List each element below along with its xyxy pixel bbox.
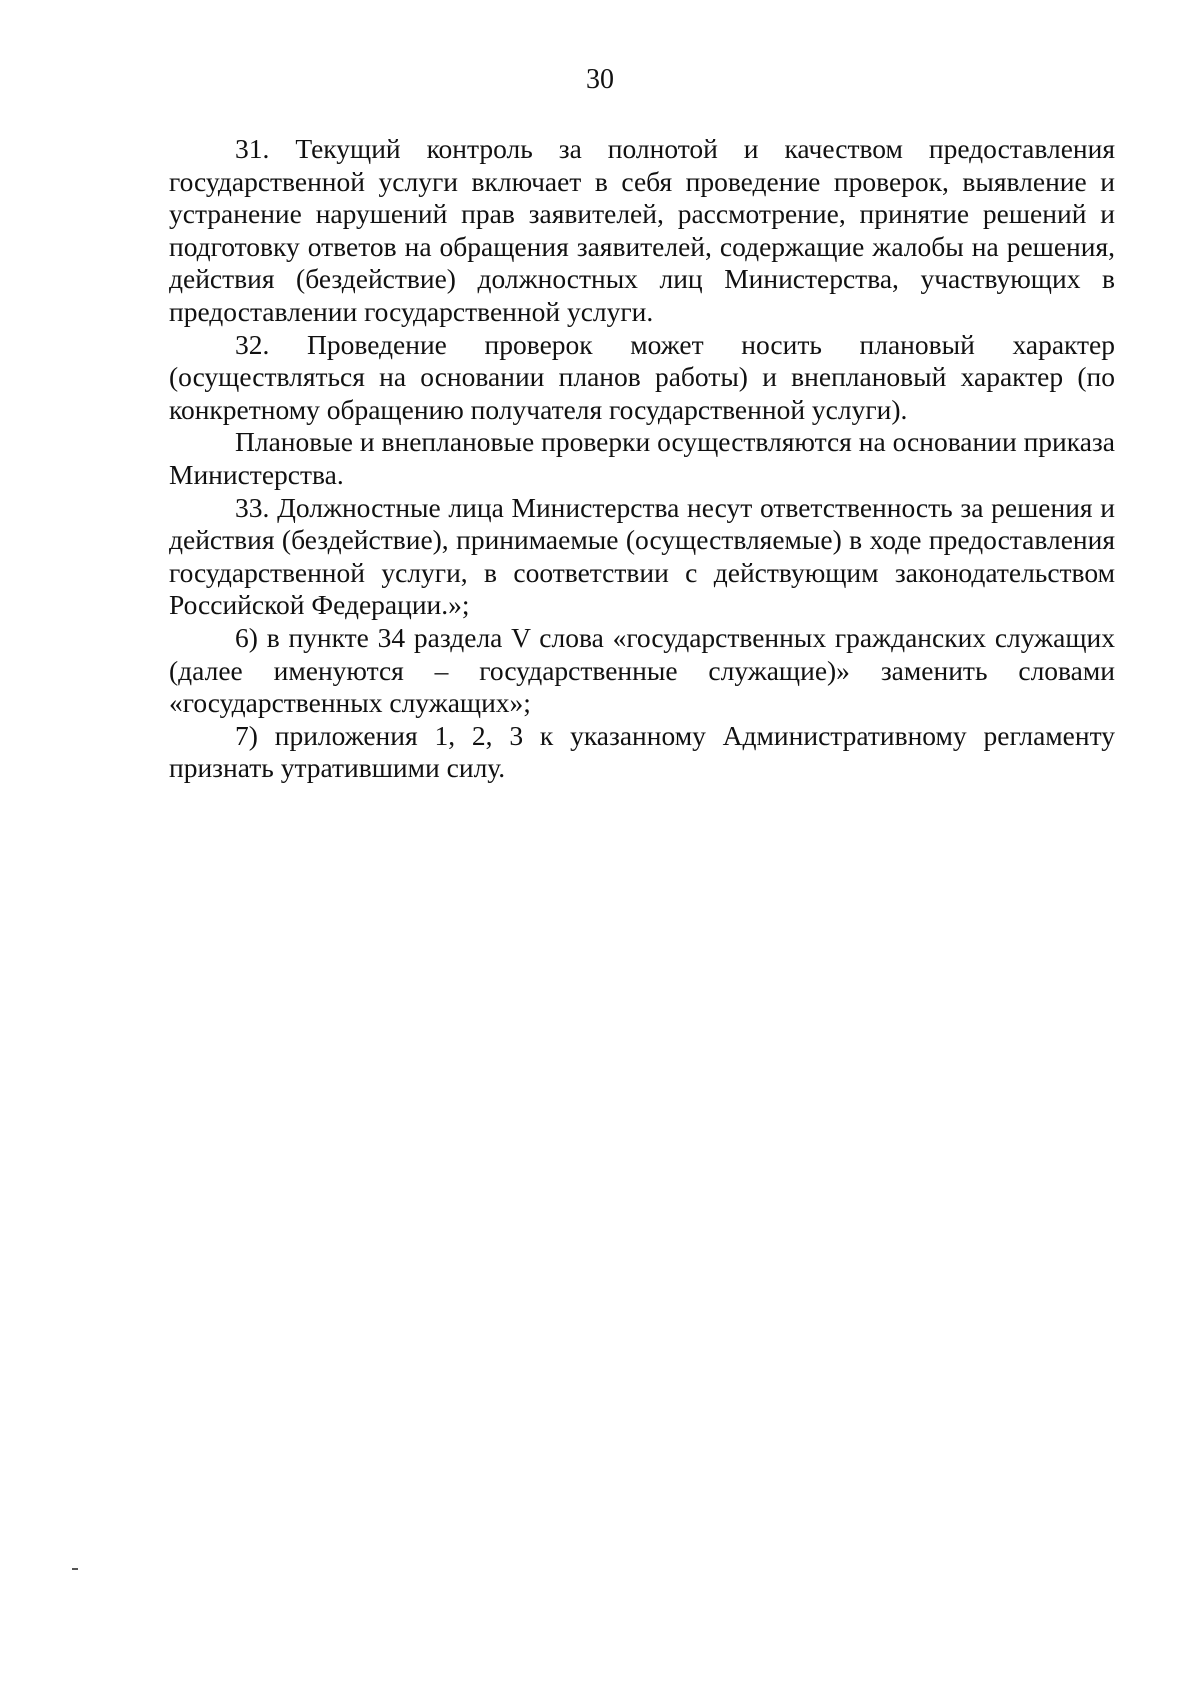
paragraph-item-6: 6) в пункте 34 раздела V слова «государственных гражданских служащих (далее именуются – государственные служащие)» заменить словами «государственных служащих»; (169, 621, 1115, 719)
paragraph-33: 33. Должностные лица Министерства несут ответственность за решения и действия (бездействие), принимаемые (осуществляемые) в ходе предоставления государственной услуги, в соответствии с действующим законодательством Российской Федерации.»; (169, 491, 1115, 621)
scan-artifact (72, 1568, 78, 1570)
paragraph-item-7: 7) приложения 1, 2, 3 к указанному Административному регламенту признать утратившими силу. (169, 719, 1115, 784)
paragraph-31: 31. Текущий контроль за полнотой и качеством предоставления государственной услуги включает в себя проведение проверок, выявление и устранение нарушений прав заявителей, рассмотрение, принятие решений и подготовку ответов на обращения заявителей, содержащие жалобы на решения, действия (бездействие) должностных лиц Министерства, участвующих в предоставлении государственной услуги. (169, 133, 1115, 327)
document-body (169, 133, 1115, 785)
page-number: 30 (586, 64, 614, 95)
paragraph-inspections: Плановые и внеплановые проверки осуществляются на основании приказа Министерства. (169, 426, 1115, 490)
paragraph-32: 32. Проведение проверок может носить плановый характер (осуществляться на основании планов работы) и внеплановый характер (по конкретному обращению получателя государственной услуги). (169, 328, 1115, 425)
